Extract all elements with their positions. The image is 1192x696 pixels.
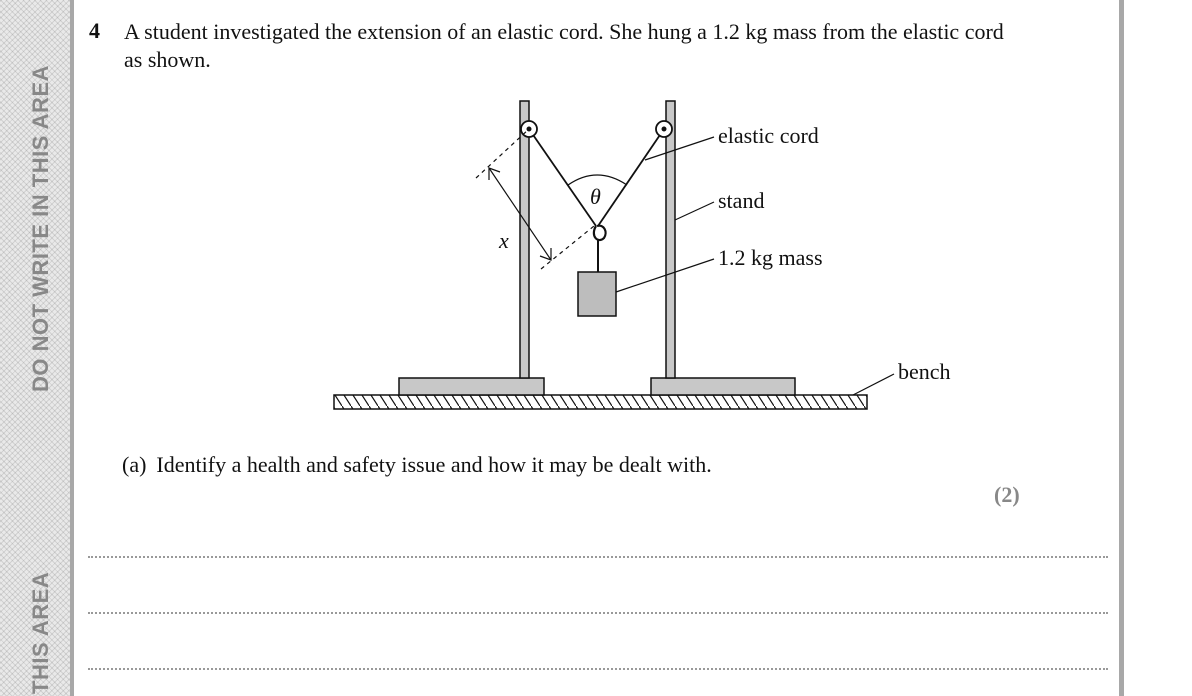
right-pulley (656, 121, 672, 137)
margin-warning: DO NOT WRITE IN THIS AREA (28, 64, 53, 392)
right-stand-base (651, 378, 795, 395)
answer-line[interactable] (88, 612, 1108, 614)
answer-line[interactable] (88, 668, 1108, 670)
part-a-prompt (122, 452, 712, 478)
bench-label: bench (898, 359, 951, 384)
bench (334, 395, 867, 409)
question-stem: A student investigated the extension of an elastic cord. She hung a 1.2 kg mass from the elastic cord as shown. (124, 19, 1004, 72)
elastic-cord-label: elastic cord (718, 123, 819, 148)
bench-leader (853, 374, 894, 395)
part-a-text: Identify a health and safety issue and how it may be dealt with. (156, 452, 712, 477)
stand-leader (675, 202, 714, 220)
marks-indicator: (2) (994, 482, 1020, 507)
question-number: 4 (89, 18, 100, 43)
right-stand-rod (666, 101, 675, 378)
hook (594, 226, 606, 272)
left-stand-base (399, 378, 544, 395)
length-label: x (499, 228, 509, 253)
mass-block (578, 272, 616, 316)
margin-warning-partial: THIS AREA (28, 571, 53, 694)
answer-line[interactable] (88, 556, 1108, 558)
part-a-label: (a) (122, 452, 147, 477)
left-stand-rod (520, 101, 529, 378)
stand-label: stand (718, 188, 765, 213)
mass-label: 1.2 kg mass (718, 245, 823, 270)
elastic-cord (529, 129, 664, 226)
angle-label: θ (590, 184, 601, 209)
mass-leader (616, 259, 714, 292)
